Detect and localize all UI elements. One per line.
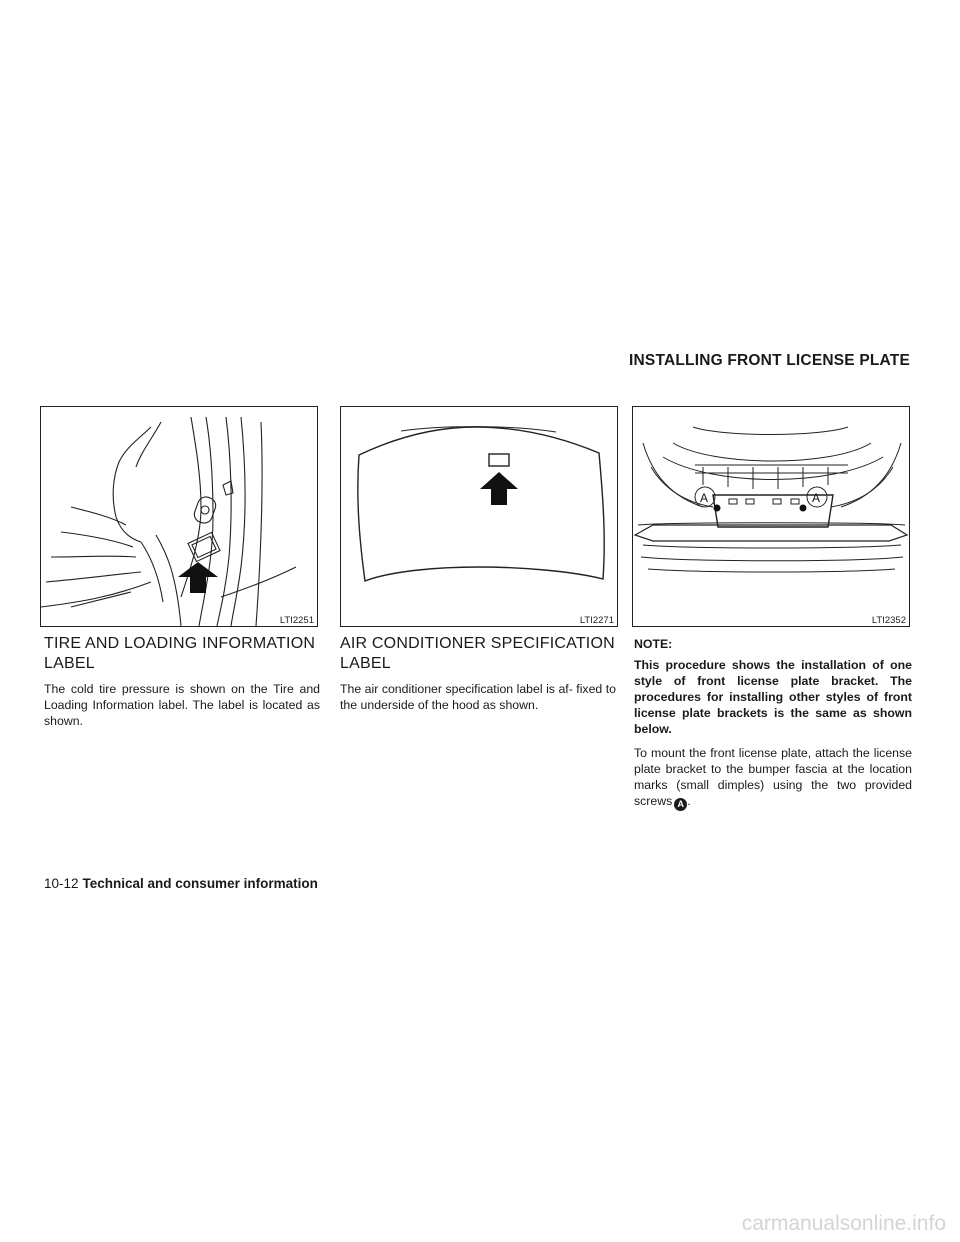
tire-label-body: The cold tire pressure is shown on the Tire and Loading Information label. The label is located as shown. <box>44 682 320 728</box>
figure-code: LTI2352 <box>871 615 906 626</box>
figure-code: LTI2271 <box>579 615 614 626</box>
callout-a-right: A <box>812 491 821 505</box>
figure-tire-label <box>40 406 318 627</box>
callout-a-icon: A <box>674 798 687 811</box>
bumper-illustration <box>633 407 909 626</box>
watermark: carmanualsonline.info <box>741 1212 946 1235</box>
page-footer <box>44 876 318 891</box>
chapter-title: Technical and consumer information <box>82 876 318 891</box>
ac-label-body: The air conditioner specification label is af- fixed to the underside of the hood as shown. <box>340 682 616 712</box>
callout-a-left: A <box>700 491 709 505</box>
page-number: 10-12 <box>44 876 79 891</box>
mounting-instructions: To mount the front license plate, attach the license plate bracket to the bumper fascia at the location marks (small dimples) using the two provided screws A . <box>634 746 912 809</box>
figure-hood-label <box>340 406 618 627</box>
figure-license-plate-bracket <box>632 406 910 627</box>
door-jamb-illustration <box>41 407 317 626</box>
tire-label-heading: TIRE AND LOADING INFORMATION LABEL <box>44 635 316 672</box>
note-text: This procedure shows the installation of one style of front license plate bracket. The procedures for installing other styles of front license plate brackets is the same as shown below. <box>634 658 912 736</box>
section-header: INSTALLING FRONT LICENSE PLATE <box>629 352 910 369</box>
figure-code: LTI2251 <box>279 615 314 626</box>
hood-illustration <box>341 407 617 626</box>
ac-label-heading: AIR CONDITIONER SPECIFICATION LABEL <box>340 635 615 672</box>
note-label: NOTE: <box>634 637 673 651</box>
